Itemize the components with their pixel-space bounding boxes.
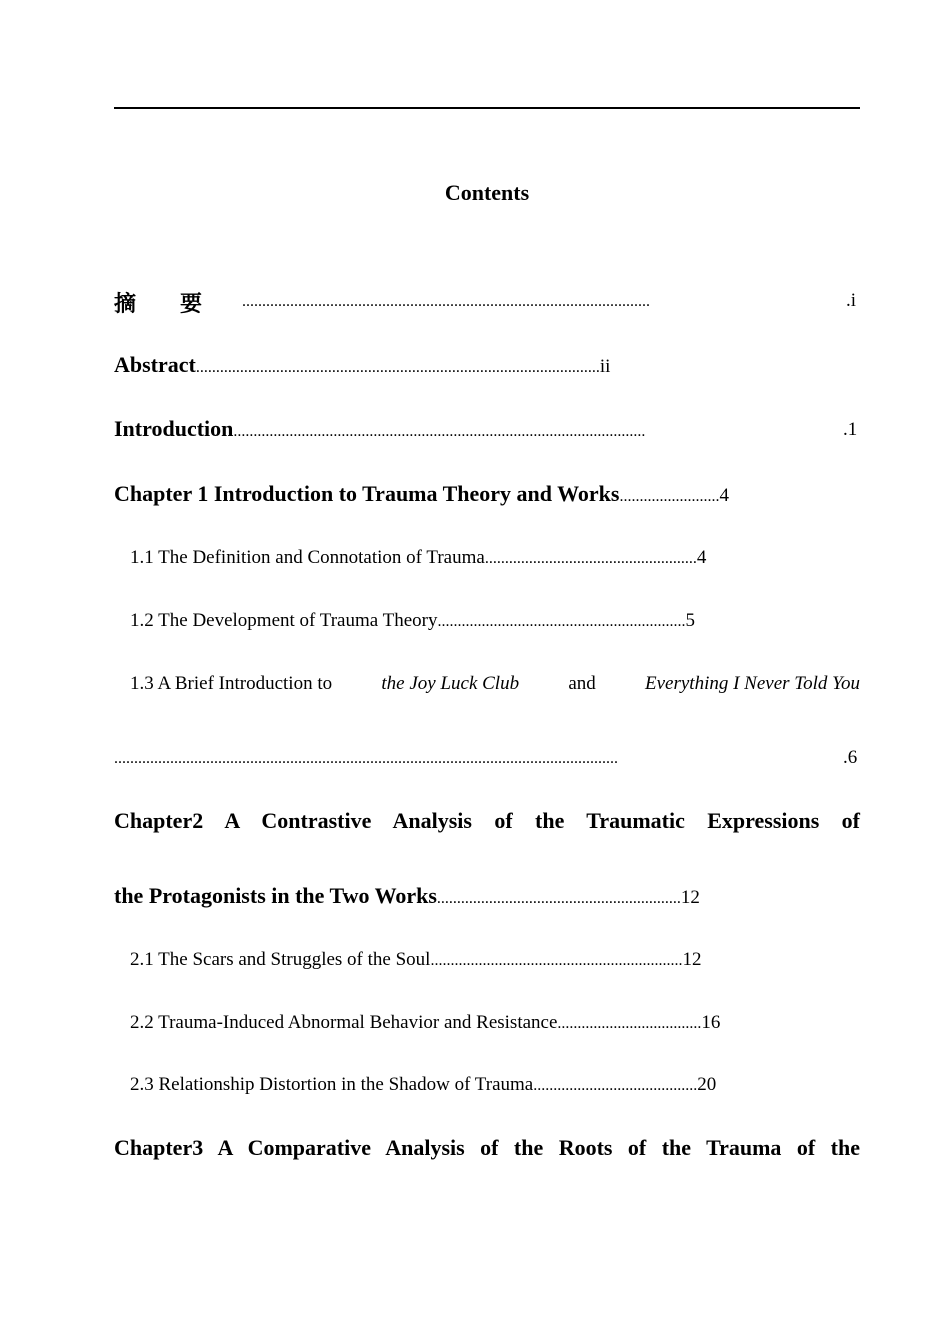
toc-entry-1-3-label-b: and	[563, 673, 601, 694]
toc-entry-2-1-page: 12	[682, 949, 702, 970]
toc-entry-2-3-dots: .........................................	[533, 1077, 698, 1094]
toc-entry-1-3-dots: ..............................................................................................................................	[114, 750, 618, 767]
toc-entry-1-3-label-a: 1.3 A Brief Introduction to	[130, 673, 337, 694]
header-rule	[114, 107, 860, 109]
toc-entry-zhaiyao-label[interactable]: 摘 要	[114, 291, 203, 316]
toc-entry-1-2-label: 1.2 The Development of Trauma Theory	[130, 610, 438, 631]
toc-entry-chapter-3[interactable]: Chapter3 A Comparative Analysis of the Roots of the Trauma of the	[114, 1135, 860, 1160]
toc-entry-1-1-label: 1.1 The Definition and Connotation of Trauma	[130, 547, 485, 568]
toc-entry-1-1-dots: .....................................................	[484, 550, 697, 567]
toc-entry-2-1[interactable]	[130, 949, 701, 971]
toc-entry-1-2-dots: ..............................................................	[437, 613, 686, 630]
toc-entry-chapter-1-dots: .........................	[619, 488, 720, 505]
toc-entry-introduction[interactable]	[114, 416, 645, 442]
toc-entry-abstract-page: ii	[599, 356, 611, 377]
page-title: Contents	[444, 180, 530, 205]
toc-entry-2-3[interactable]	[130, 1074, 716, 1096]
toc-entry-1-1-page: 4	[696, 547, 707, 568]
toc-entry-chapter-1-label: Chapter 1 Introduction to Trauma Theory and Works	[114, 481, 620, 506]
toc-entry-2-2-dots: ....................................	[557, 1015, 702, 1032]
toc-entry-chapter-2-label: the Protagonists in the Two Works	[114, 883, 437, 908]
toc-entry-2-3-label: 2.3 Relationship Distortion in the Shadow of Trauma	[130, 1074, 534, 1095]
toc-entry-1-3-page: .6	[843, 747, 858, 768]
toc-entry-1-3-title-a: the Joy Luck Club	[381, 673, 520, 694]
toc-entry-1-1[interactable]	[130, 547, 706, 569]
toc-entry-2-1-dots: ...............................................................	[430, 952, 683, 969]
toc-entry-chapter-2-page: 12	[680, 887, 700, 908]
toc-entry-abstract-dots: .....................................................................................................	[195, 359, 600, 376]
toc-entry-2-1-label: 2.1 The Scars and Struggles of the Soul	[130, 949, 431, 970]
toc-entry-introduction-dots: .......................................................................................................	[233, 423, 646, 440]
toc-entry-2-3-page: 20	[697, 1074, 717, 1095]
toc-entry-abstract[interactable]	[114, 352, 610, 378]
toc-entry-chapter-1[interactable]	[114, 481, 729, 507]
toc-entry-abstract-label: Abstract	[114, 352, 196, 377]
toc-entry-chapter-2-line1[interactable]: Chapter2 A Contrastive Analysis of the Traumatic Expressions of	[114, 808, 860, 833]
toc-entry-1-3-title-b: Everything I Never Told You	[644, 673, 860, 694]
toc-entry-1-2[interactable]	[130, 610, 695, 632]
toc-entry-chapter-1-page: 4	[719, 485, 729, 506]
toc-entry-chapter-2[interactable]	[114, 883, 700, 909]
toc-entry-1-2-page: 5	[685, 610, 695, 631]
toc-entry-2-2[interactable]	[130, 1012, 720, 1034]
toc-entry-zhaiyao-page: .i	[846, 290, 857, 311]
toc-entry-2-2-page: 16	[701, 1012, 721, 1033]
toc-entry-chapter-2-dots: .............................................................	[436, 890, 681, 907]
toc-entry-introduction-label: Introduction	[114, 416, 234, 441]
toc-entry-introduction-page: .1	[843, 419, 858, 440]
toc-entry-1-3[interactable]	[130, 673, 860, 695]
toc-entry-2-2-label: 2.2 Trauma-Induced Abnormal Behavior and Resistance	[130, 1012, 558, 1033]
toc-entry-zhaiyao-dots: ......................................................................................................	[242, 293, 650, 310]
